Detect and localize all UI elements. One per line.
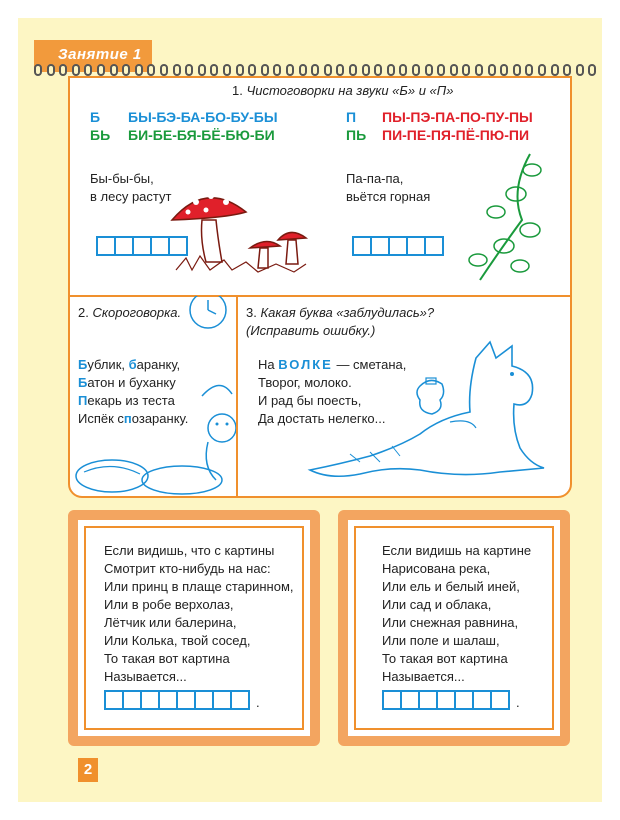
line-text: атон и бух bbox=[87, 375, 150, 390]
binding-ring bbox=[273, 64, 281, 76]
line-text: аранку, bbox=[136, 357, 181, 372]
answer-cell[interactable] bbox=[230, 690, 250, 710]
answer-cell[interactable] bbox=[176, 690, 196, 710]
binding-ring bbox=[135, 64, 143, 76]
task2-number: 2. bbox=[78, 305, 89, 320]
riddle-line: Нарисована река, bbox=[382, 561, 491, 576]
riddle-line: Если видишь, что с картины bbox=[104, 543, 275, 558]
divider bbox=[236, 295, 238, 497]
line-text: ублик, bbox=[87, 357, 129, 372]
binding-ring bbox=[311, 64, 319, 76]
answer-cell[interactable] bbox=[212, 690, 232, 710]
answer-cell[interactable] bbox=[104, 690, 124, 710]
answer-cell[interactable] bbox=[194, 690, 214, 710]
verse-b-line2: в лесу растут bbox=[90, 189, 172, 204]
binding-ring bbox=[185, 64, 193, 76]
answer-cell[interactable] bbox=[96, 236, 116, 256]
answer-cell[interactable] bbox=[158, 690, 178, 710]
binding-ring bbox=[122, 64, 130, 76]
binding-ring bbox=[576, 64, 584, 76]
binding-ring bbox=[84, 64, 92, 76]
period: . bbox=[516, 695, 520, 710]
task2-heading bbox=[78, 304, 181, 322]
binding-ring bbox=[425, 64, 433, 76]
binding-ring bbox=[450, 64, 458, 76]
binding-ring bbox=[525, 64, 533, 76]
binding-ring bbox=[198, 64, 206, 76]
riddle-right bbox=[382, 542, 531, 686]
riddle-line: Или снежная равнина, bbox=[382, 615, 519, 630]
highlight-letter: Б bbox=[78, 357, 88, 372]
riddle-line: Или Колька, твой сосед, bbox=[104, 633, 251, 648]
task1-title: Чистоговорки на звуки «Б» и «П» bbox=[246, 83, 454, 98]
binding-ring bbox=[236, 64, 244, 76]
binding-ring bbox=[362, 64, 370, 76]
binding-ring bbox=[110, 64, 118, 76]
binding-ring bbox=[47, 64, 55, 76]
binding-ring bbox=[299, 64, 307, 76]
binding-ring bbox=[160, 64, 168, 76]
line-text: На bbox=[258, 357, 279, 372]
answer-cell[interactable] bbox=[370, 236, 390, 256]
mushroom-illustration bbox=[166, 180, 316, 280]
binding-ring bbox=[59, 64, 67, 76]
riddle-line: Или принц в плаще старинном, bbox=[104, 579, 294, 594]
riddle-line: Если видишь на картине bbox=[382, 543, 532, 558]
line-text: озаранку. bbox=[131, 411, 189, 426]
riddle-line: Или поле и шалаш, bbox=[382, 633, 500, 648]
binding-ring bbox=[538, 64, 546, 76]
binding-ring bbox=[349, 64, 357, 76]
highlight-letter: Б bbox=[78, 375, 88, 390]
verse-p-line2: вьётся горная bbox=[346, 189, 431, 204]
period: . bbox=[256, 695, 260, 710]
riddle-line: Или в робе верхолаз, bbox=[104, 597, 234, 612]
verse-p-line1: Па-па-па, bbox=[346, 171, 404, 186]
answer-cell[interactable] bbox=[490, 690, 510, 710]
answer-cell[interactable] bbox=[114, 236, 134, 256]
line-text: анку bbox=[149, 375, 176, 390]
riddle-line: Называется... bbox=[382, 669, 465, 684]
baker-illustration bbox=[72, 376, 236, 496]
answer-cells-right[interactable] bbox=[382, 690, 508, 710]
answer-cell[interactable] bbox=[418, 690, 438, 710]
binding-ring bbox=[551, 64, 559, 76]
riddle-line: То такая вот картина bbox=[382, 651, 508, 666]
task1-heading bbox=[232, 82, 453, 100]
riddle-line: Смотрит кто-нибудь на нас: bbox=[104, 561, 271, 576]
highlight-letter: п bbox=[123, 411, 132, 426]
line-text: Испёк с bbox=[78, 411, 124, 426]
syllable-row-b2: БИ-БЕ-БЯ-БЁ-БЮ-БИ bbox=[128, 127, 275, 143]
binding-ring bbox=[387, 64, 395, 76]
answer-cell[interactable] bbox=[140, 690, 160, 710]
binding-ring bbox=[412, 64, 420, 76]
page-number: 2 bbox=[78, 758, 98, 782]
riddle-left bbox=[104, 542, 294, 686]
riddle-line: Называется... bbox=[104, 669, 187, 684]
answer-cell[interactable] bbox=[472, 690, 492, 710]
task3-title: Какая буква «заблудилась»? (Исправить ошибку.) bbox=[246, 305, 435, 338]
binding-ring bbox=[286, 64, 294, 76]
answer-cell[interactable] bbox=[436, 690, 456, 710]
highlight-word: ВОЛКЕ bbox=[278, 357, 333, 372]
answer-cells-left[interactable] bbox=[104, 690, 248, 710]
task3-number: 3. bbox=[246, 305, 257, 320]
binding-ring bbox=[475, 64, 483, 76]
binding-ring bbox=[248, 64, 256, 76]
answer-cell[interactable] bbox=[122, 690, 142, 710]
answer-cell[interactable] bbox=[400, 690, 420, 710]
divider bbox=[68, 295, 572, 297]
binding-ring bbox=[324, 64, 332, 76]
highlight-letter: б bbox=[128, 357, 137, 372]
vine-illustration bbox=[460, 150, 550, 290]
binding-ring bbox=[223, 64, 231, 76]
binding-ring bbox=[462, 64, 470, 76]
line-text: — сметана, bbox=[332, 357, 407, 372]
highlight-letter: П bbox=[78, 393, 88, 408]
binding-ring bbox=[563, 64, 571, 76]
verse3-line3: И рад бы поесть, bbox=[258, 393, 362, 408]
answer-cell[interactable] bbox=[382, 690, 402, 710]
line-text: екарь из теста bbox=[87, 393, 175, 408]
answer-cell[interactable] bbox=[388, 236, 408, 256]
wolf-illustration bbox=[300, 338, 562, 494]
binding-ring bbox=[72, 64, 80, 76]
riddle-line: Лётчик или балерина, bbox=[104, 615, 237, 630]
task2-title: Скороговорка. bbox=[92, 305, 182, 320]
answer-cell[interactable] bbox=[454, 690, 474, 710]
verse-b-line1: Бы-бы-бы, bbox=[90, 171, 154, 186]
binding-ring bbox=[173, 64, 181, 76]
syllable-row-p2: ПИ-ПЕ-ПЯ-ПЁ-ПЮ-ПИ bbox=[382, 127, 530, 143]
binding-ring bbox=[588, 64, 596, 76]
task3-heading bbox=[246, 304, 456, 340]
syllable-letter-bj: БЬ bbox=[90, 127, 111, 143]
clock-illustration bbox=[178, 296, 234, 336]
syllable-letter-p: П bbox=[346, 109, 357, 125]
riddle-line: То такая вот картина bbox=[104, 651, 230, 666]
answer-cells-p[interactable] bbox=[352, 236, 442, 256]
binding-ring bbox=[210, 64, 218, 76]
binding-ring bbox=[399, 64, 407, 76]
task1-number: 1. bbox=[232, 83, 243, 98]
answer-cell[interactable] bbox=[406, 236, 426, 256]
syllable-row-b1 bbox=[128, 108, 278, 126]
binding-ring bbox=[488, 64, 496, 76]
tongue-twister-line1 bbox=[78, 356, 180, 374]
lesson-title: Занятие 1 bbox=[58, 46, 142, 63]
answer-cell[interactable] bbox=[424, 236, 444, 256]
riddle-line: Или сад и облака, bbox=[382, 597, 492, 612]
binding-ring bbox=[500, 64, 508, 76]
binding-ring bbox=[437, 64, 445, 76]
verse3-line4: Да достать нелегко... bbox=[258, 411, 386, 426]
binding-ring bbox=[261, 64, 269, 76]
binding-ring bbox=[336, 64, 344, 76]
binding-ring bbox=[34, 64, 42, 76]
syllable-row-b1-text: БЫ-БЭ-БА-БО-БУ-БЫ bbox=[128, 109, 278, 125]
syllable-letter-b: Б bbox=[90, 109, 101, 125]
syllable-letter-pj: ПЬ bbox=[346, 127, 367, 143]
syllable-row-p1: ПЫ-ПЭ-ПА-ПО-ПУ-ПЫ bbox=[382, 109, 533, 125]
binding-ring bbox=[513, 64, 521, 76]
binding-ring bbox=[147, 64, 155, 76]
spiral-binding bbox=[18, 64, 602, 76]
riddle-line: Или ель и белый иней, bbox=[382, 579, 520, 594]
verse3-line2: Творог, молоко. bbox=[258, 375, 352, 390]
binding-ring bbox=[374, 64, 382, 76]
answer-cell[interactable] bbox=[352, 236, 372, 256]
answer-cell[interactable] bbox=[132, 236, 152, 256]
binding-ring bbox=[97, 64, 105, 76]
